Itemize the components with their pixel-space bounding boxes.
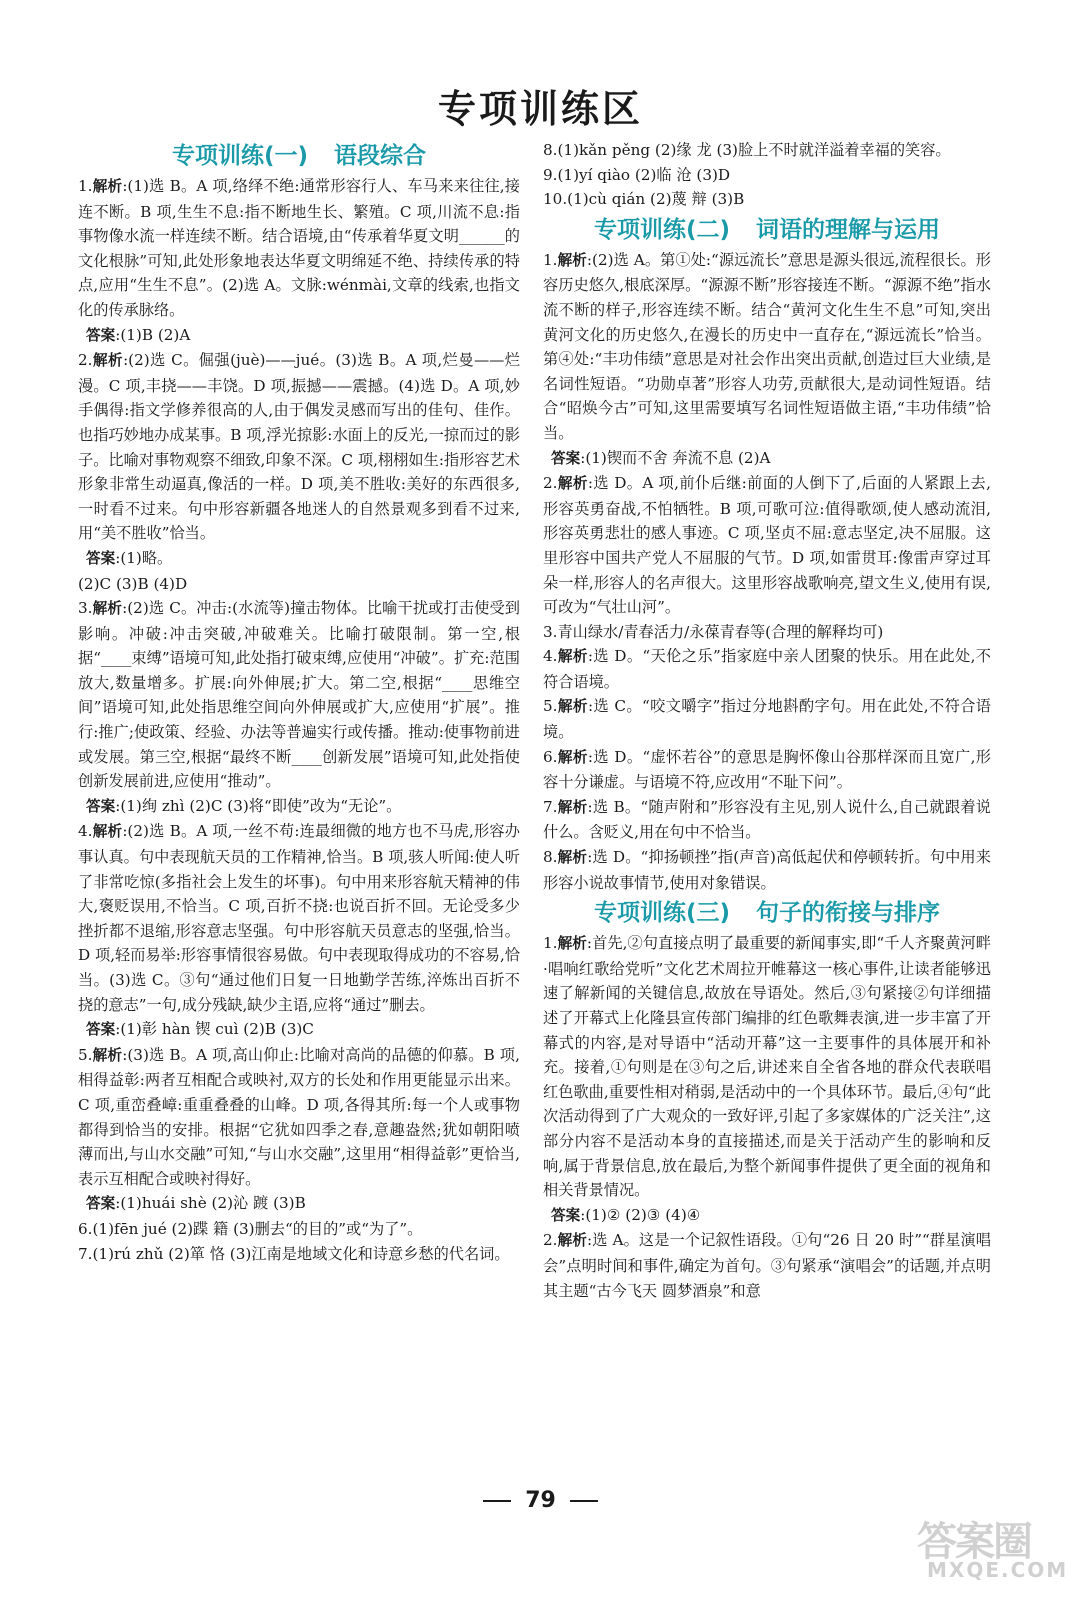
item-number: 4. <box>78 822 93 841</box>
answer-label: 答案 <box>86 797 116 815</box>
analysis-item <box>543 644 991 694</box>
analysis-item <box>543 845 991 895</box>
item-number: 2. <box>543 474 558 493</box>
page-number-dash-right <box>570 1500 598 1502</box>
analysis-text: :选 D。“天伦之乐”指家庭中亲人团聚的快乐。用在此处,不符合语境。 <box>543 647 991 691</box>
answer-line <box>78 1017 520 1043</box>
section-heading-1-topic: 语段综合 <box>334 143 427 169</box>
analysis-text: :选 D。“虚怀若谷”的意思是胸怀像山谷那样深而且宽广,形容十分谦虚。与语境不符,应改用“不耻下问”。 <box>543 747 991 792</box>
item-number: 1. <box>543 934 558 953</box>
analysis-item <box>543 745 991 795</box>
watermark-url: MXQE.COM <box>927 1558 1069 1582</box>
item-number: 7. <box>543 797 558 816</box>
item-number: 4. <box>543 647 558 666</box>
analysis-text: :(2)选 C。冲击:(水流等)撞击物体。比喻干扰或打击使受到影响。冲破:冲击突破,冲破难关。比喻打破限制。第一空,根据“____束缚”语境可知,此处指打破束缚,应使用“冲破”。扩充:范围放大,数量增多。扩展:向外伸展;扩大。第二空,根据“____思维空间”语境可知,此处指思维空间向外伸展或扩大,应使用“扩展”。推行:推广;使政策、经验、办法等普遍实行或传播。推动:使事物前进或发展。第三空,根据“最终不断____创新发展”语境可知,此处指使创新发展前进,应使用“推动”。 <box>78 599 520 791</box>
analysis-label: 解析 <box>92 178 123 195</box>
right-items-2 <box>543 248 991 895</box>
analysis-text: :(2)选 A。第①处:“源远流长”意思是源头很远,流程很长。形容历史悠久,根底深厚。“源源不断”形容接连不断。“源源不绝”指水流不断的样子,形容连续不断。结合“黄河文化生生不息”可知,突出黄河文化的历史悠久,在漫长的历史中一直存在,“源远流长”恰当。第④处:“丰功伟绩”意思是对社会作出突出贡献,创造过巨大业绩,是名词性短语。“功勋卓著”形容人功劳,贡献很大,是动词性短语。结合“昭焕今古”可知,这里需要填写名词性短语做主语,“丰功伟绩”恰当。 <box>543 250 991 442</box>
analysis-label: 解析 <box>92 823 123 841</box>
analysis-item <box>78 174 520 323</box>
section-heading-2-number: 专项训练(二) <box>593 216 731 243</box>
plain-line: 8.(1)kǎn pěng (2)缘 龙 (3)脸上不时就洋溢着幸福的笑容。 <box>543 141 951 159</box>
answer-line <box>78 794 520 820</box>
answer-label: 答案 <box>86 1021 116 1039</box>
answer-text: :(1)略。 <box>115 548 173 567</box>
section-heading-1 <box>78 138 520 174</box>
section-heading-3 <box>543 895 991 931</box>
watermark-text: 答案圈 <box>917 1519 1031 1565</box>
answer-text: :(1)绚 zhì (2)C (3)将“即使”改为“无论”。 <box>115 796 402 815</box>
analysis-label: 解析 <box>557 648 588 666</box>
analysis-label: 解析 <box>557 475 588 493</box>
page-number-dash-left <box>483 1500 511 1502</box>
plain-line: 6.(1)fēn jué (2)蹀 籍 (3)删去“的目的”或“为了”。 <box>78 1219 423 1238</box>
item-number: 8. <box>543 848 558 867</box>
answer-text: :(1)锲而不舍 奔流不息 (2)A <box>580 448 771 467</box>
plain-line: 10.(1)cù qián (2)蔑 辩 (3)B <box>543 190 745 209</box>
analysis-text: :首先,②句直接点明了最重要的新闻事实,即“千人齐聚黄河畔·唱响红歌给党听”文化艺术周拉开帷幕这一核心事件,让读者能够迅速了解新闻的关键信息,故放在导语处。然后,③句紧接②句详细描述了开幕式上化隆县宣传部门编排的红色歌舞表演,进一步丰富了开幕式的内容,是对导语中“活动开幕”这一主要事件的具体展开和补充。接着,①句则是在③句之后,讲述来自全省各地的群众代表联唱红色歌曲,重要性相对稍弱,是活动中的一个具体环节。最后,④句“此次活动得到了广大观众的一致好评,引起了多家媒体的广泛关注”,这部分内容不是活动本身的直接描述,而是关于活动产生的影响和反响,属于背景信息,放在最后,为整个新闻事件提供了更全面的视角和相关背景情况。 <box>543 934 991 1200</box>
analysis-item <box>78 1043 520 1192</box>
analysis-text: :选 B。“随声附和”形容没有主见,别人说什么,自己就跟着说什么。含贬义,用在句中不恰当。 <box>543 797 991 842</box>
plain-line: (2)C (3)B (4)D <box>78 574 188 593</box>
answer-text: :(1)B (2)A <box>115 325 191 344</box>
left-items <box>78 174 520 1266</box>
section-heading-3-number: 专项训练(三) <box>593 900 731 927</box>
analysis-label: 解析 <box>92 352 124 370</box>
analysis-label: 解析 <box>557 798 588 816</box>
answer-label: 答案 <box>86 1195 116 1213</box>
section-heading-2 <box>543 212 991 248</box>
analysis-item <box>543 694 991 744</box>
answer-label: 答案 <box>86 326 116 344</box>
item-number: 3. <box>78 599 93 618</box>
analysis-item <box>78 596 520 794</box>
answer-line <box>78 1191 520 1217</box>
analysis-text: :(3)选 B。A 项,高山仰止:比喻对高尚的品德的仰慕。B 项,相得益彰:两者互相配合或映衬,双方的长处和作用更能显示出来。C 项,重峦叠嶂:重重叠叠的山峰。D 项,各得其所:每一个人或事物都得到恰当的安排。根据“它犹如四季之春,意趣盎然;犹如朝阳喷薄而出,与山水交融”可知,“与山水交融”,这里用“相得益彰”更恰当,表示互相配合或映衬得好。 <box>78 1045 520 1188</box>
analysis-item <box>543 795 991 845</box>
analysis-text: :(2)选 C。倔强(juè)——jué。(3)选 B。A 项,烂曼——烂漫。C 项,丰挠——丰饶。D 项,振撼——震撼。(4)选 D。A 项,妙手偶得:指文学修养很高的人,由于偶发灵感而写出的佳句、佳作。也指巧妙地办成某事。B 项,浮光掠影:水面上的反光,一掠而过的影子。比喻对事物观察不细致,印象不深。C 项,栩栩如生:指形容艺术形象非常生动逼真,像活的一样。D 项,美不胜收:美好的东西很多,一时看不过来。句中形容新疆各地迷人的自然景观多到看不过来,用“美不胜收”恰当。 <box>78 351 520 543</box>
analysis-label: 解析 <box>92 600 123 618</box>
answer-text: :(1)huái shè (2)沁 踱 (3)B <box>115 1194 306 1213</box>
answer-label: 答案 <box>551 449 581 467</box>
answer-text: :(1)彰 hàn 锲 cuì (2)B (3)C <box>115 1020 314 1039</box>
analysis-item <box>543 931 991 1203</box>
item-number: 2. <box>78 351 93 370</box>
item-number: 1. <box>543 250 558 269</box>
item-number: 2. <box>543 1231 558 1250</box>
section-heading-2-topic: 词语的理解与运用 <box>756 216 941 243</box>
answer-label: 答案 <box>551 1206 581 1224</box>
analysis-text: :选 A。这是一个记叙性语段。①句“26 日 20 时”“群星演唱会”点明时间和事件,确定为首句。③句紧承“演唱会”的话题,并点明其主题“古今飞天 圆梦酒泉”和意 <box>543 1231 991 1300</box>
right-top-items <box>543 138 991 212</box>
page-number-text: 79 <box>525 1488 556 1513</box>
item-number: 5. <box>78 1045 93 1064</box>
analysis-label: 解析 <box>92 1046 123 1064</box>
answer-text: :(1)② (2)③ (4)④ <box>580 1205 701 1224</box>
analysis-label: 解析 <box>557 1232 588 1250</box>
analysis-text: :选 D。“抑扬顿挫”指(声音)高低起伏和停顿转折。句中用来形容小说故事情节,使用对象错误。 <box>543 848 991 892</box>
analysis-label: 解析 <box>557 698 588 716</box>
answer-line <box>543 1203 991 1229</box>
right-items-3 <box>543 931 991 1303</box>
answer-line <box>543 446 991 472</box>
left-column <box>78 138 520 1266</box>
analysis-label: 解析 <box>557 849 588 867</box>
analysis-text: :选 D。A 项,前仆后继:前面的人倒下了,后面的人紧跟上去,形容英勇奋战,不怕牺牲。B 项,可歌可泣:值得歌颂,使人感动流泪,形容英勇悲壮的感人事迹。C 项,坚贞不屈:意志坚定,决不屈服。这里形容中国共产党人不屈服的气节。D 项,如雷贯耳:像雷声穿过耳朵一样,形容人的名声很大。这里形容战歌响亮,望文生义,使用有误,可改为“气壮山河”。 <box>543 474 991 617</box>
right-column <box>543 138 991 1303</box>
analysis-item <box>78 348 520 546</box>
plain-line: 7.(1)rú zhǔ (2)箪 恪 (3)江南是地域文化和诗意乡愁的代名词。 <box>78 1244 510 1263</box>
watermark-logo <box>917 1508 1067 1588</box>
analysis-item <box>543 1228 991 1303</box>
answer-line <box>78 323 520 349</box>
analysis-label: 解析 <box>557 748 588 766</box>
answer-label: 答案 <box>86 549 116 567</box>
item-number: 1. <box>78 177 93 195</box>
analysis-item <box>543 471 991 620</box>
answer-line <box>78 546 520 572</box>
analysis-item <box>78 819 520 1017</box>
plain-line: 9.(1)yí qiào (2)临 沧 (3)D <box>543 165 731 184</box>
page-title: 专项训练区 <box>437 87 643 131</box>
section-heading-1-number: 专项训练(一) <box>171 143 309 169</box>
analysis-text: :(2)选 B。A 项,一丝不苟:连最细微的地方也不马虎,形容办事认真。句中表现航天员的工作精神,恰当。B 项,骇人听闻:使人听了非常吃惊(多指社会上发生的坏事)。句中用来形容航天精神的伟大,褒贬误用,不恰当。C 项,百折不挠:也说百折不回。无论受多少挫折都不退缩,形容意志坚强。句中形容航天员意志的坚强,恰当。D 项,轻而易举:形容事情很容易做。句中表现取得成功的不容易,恰当。(3)选 C。③句“通过他们日复一日地勤学苦练,淬炼出百折不挠的意志”一句,成分残缺,缺少主语,应将“通过”删去。 <box>78 822 520 1014</box>
analysis-label: 解析 <box>557 251 587 269</box>
analysis-item <box>543 248 991 446</box>
item-number: 6. <box>543 747 558 766</box>
item-number: 5. <box>543 697 558 716</box>
section-heading-3-topic: 句子的衔接与排序 <box>756 900 941 927</box>
plain-line: 3.青山绿水/青春活力/永葆青春等(合理的解释均可) <box>543 622 884 641</box>
analysis-text: :(1)选 B。A 项,络绎不绝:通常形容行人、车马来来往往,接连不断。B 项,生生不息:指不断地生长、繁殖。C 项,川流不息:指事物像水流一样连续不断。结合语境,由“传承着华夏文明______的文化根脉”可知,此处形象地表达华夏文明绵延不绝、持续传承的特点,应用“生生不息”。(2)选 A。文脉:wénmài,文章的线索,也指文化的传承脉络。 <box>78 177 520 319</box>
analysis-label: 解析 <box>557 935 587 953</box>
analysis-text: :选 C。“咬文嚼字”指过分地斟酌字句。用在此处,不符合语境。 <box>543 697 991 742</box>
